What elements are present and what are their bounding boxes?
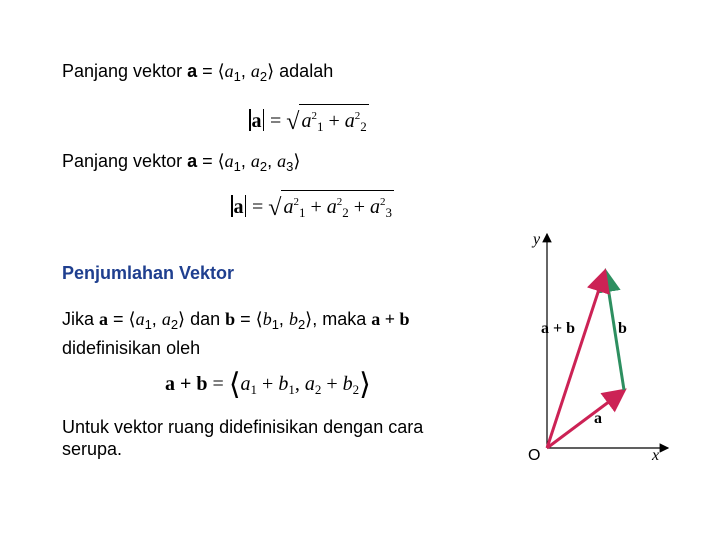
magnitude-formula-2d: a = √ $a^2_1 + a^2_2$ [248, 104, 369, 138]
x-axis-label: x [652, 447, 660, 464]
sqrt-body: $a^2_1 + a^2_2 + a^2_3$ [281, 190, 394, 224]
vector-addition-diagram [500, 222, 700, 472]
didefinisikan-text: didefinisikan oleh [62, 338, 201, 358]
section-heading: Penjumlahan Vektor [62, 263, 235, 283]
vector-a-arrow [547, 392, 622, 448]
line-1: Panjang vektor $a = ⟨a_1$, $a_2⟩$ adalah [62, 61, 334, 84]
vector-sum-definition: Jika $a = ⟨a_1$, $a_2⟩$ dan $b = ⟨b_1$, $b_2⟩$, maka a + b [62, 309, 410, 332]
vector-sum-formula: $a + b = ⟨a_1 + b_1$, $a_2$ + $b_2⟩$ [165, 367, 371, 402]
untuk-text: Untuk vektor ruang didefinisikan dengan cara serupa. [62, 417, 424, 459]
vector-a-label: a [594, 410, 602, 427]
origin-label: O [528, 447, 541, 464]
line-2: Panjang vektor $a = ⟨a_1$, $a_2$, $a_3⟩$ [62, 151, 301, 174]
y-axis-label: y [533, 231, 541, 248]
vector-b-label: b [618, 320, 627, 337]
magnitude-formula-3d: a = √ $a^2_1 + a^2_2 + a^2_3$ [230, 190, 394, 224]
sqrt-body: $a^2_1 + a^2_2$ [299, 104, 368, 138]
vector-sum-label: a + b [541, 320, 576, 337]
